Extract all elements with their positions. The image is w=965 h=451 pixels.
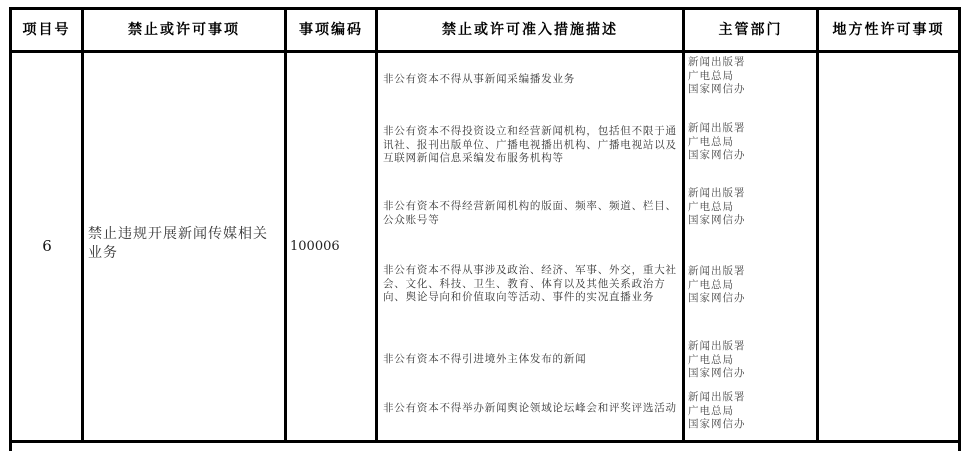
department-name: 广电总局: [688, 69, 734, 82]
department-list: [688, 340, 808, 381]
department-name: 国家网信办: [688, 292, 746, 304]
item-code: 100006: [290, 239, 340, 254]
measure-text: 非公有资本不得经营新闻机构的版面、频率、频道、栏目、公众账号等: [383, 200, 677, 226]
header-item: 禁止或许可事项: [128, 22, 240, 38]
header-item-no: 项目号: [22, 22, 71, 38]
department-name: 国家网信办: [688, 83, 746, 95]
department-name: 广电总局: [688, 200, 734, 213]
col-divider-4: [682, 7, 685, 443]
item-name: 禁止违规开展新闻传媒相关业务: [88, 226, 268, 261]
department-name: 广电总局: [688, 404, 734, 417]
col-divider-3: [375, 7, 378, 443]
department-name: 新闻出版署: [688, 265, 746, 277]
measure-text: 非公有资本不得从事新闻采编播发业务: [383, 73, 576, 85]
department-name: 新闻出版署: [688, 340, 746, 352]
department-name: 新闻出版署: [688, 122, 746, 134]
department-name: 国家网信办: [688, 367, 746, 379]
measure-text: 非公有资本不得引进境外主体发布的新闻: [383, 353, 587, 365]
department-list: [688, 187, 808, 228]
department-name: 新闻出版署: [688, 187, 746, 199]
local-permit-cell: [821, 55, 956, 438]
department-name: 新闻出版署: [688, 56, 746, 68]
department-name: 广电总局: [688, 353, 734, 366]
department-list: [688, 265, 808, 306]
col-divider-2: [284, 7, 287, 443]
department-name: 国家网信办: [688, 214, 746, 226]
item-number: 6: [42, 237, 52, 255]
header-department: 主管部门: [718, 22, 783, 38]
table-right-border: [958, 7, 961, 451]
department-name: 国家网信办: [688, 149, 746, 161]
department-name: 广电总局: [688, 135, 734, 148]
measure-text: 非公有资本不得投资设立和经营新闻机构，包括但不限于通讯社、报刊出版单位、广播电视播出机构、广播电视站以及互联网新闻信息采编发布服务机构等: [383, 125, 677, 164]
department-name: 国家网信办: [688, 418, 746, 430]
department-list: [688, 56, 808, 97]
department-list: [688, 122, 808, 163]
department-name: 新闻出版署: [688, 391, 746, 403]
measure-text: 非公有资本不得举办新闻舆论领域论坛峰会和评奖评选活动: [383, 402, 677, 414]
header-code: 事项编码: [299, 22, 363, 38]
header-local: 地方性许可事项: [832, 22, 945, 38]
measure-text: 非公有资本不得从事涉及政治、经济、军事、外交，重大社会、文化、科技、卫生、教育、体育以及其他关系政治方向、舆论导向和价值取向等活动、事件的实况直播业务: [383, 264, 677, 303]
header-measures: 禁止或许可准入措施描述: [442, 22, 618, 38]
col-divider-5: [816, 7, 819, 443]
department-list: [688, 391, 808, 432]
department-name: 广电总局: [688, 278, 734, 291]
